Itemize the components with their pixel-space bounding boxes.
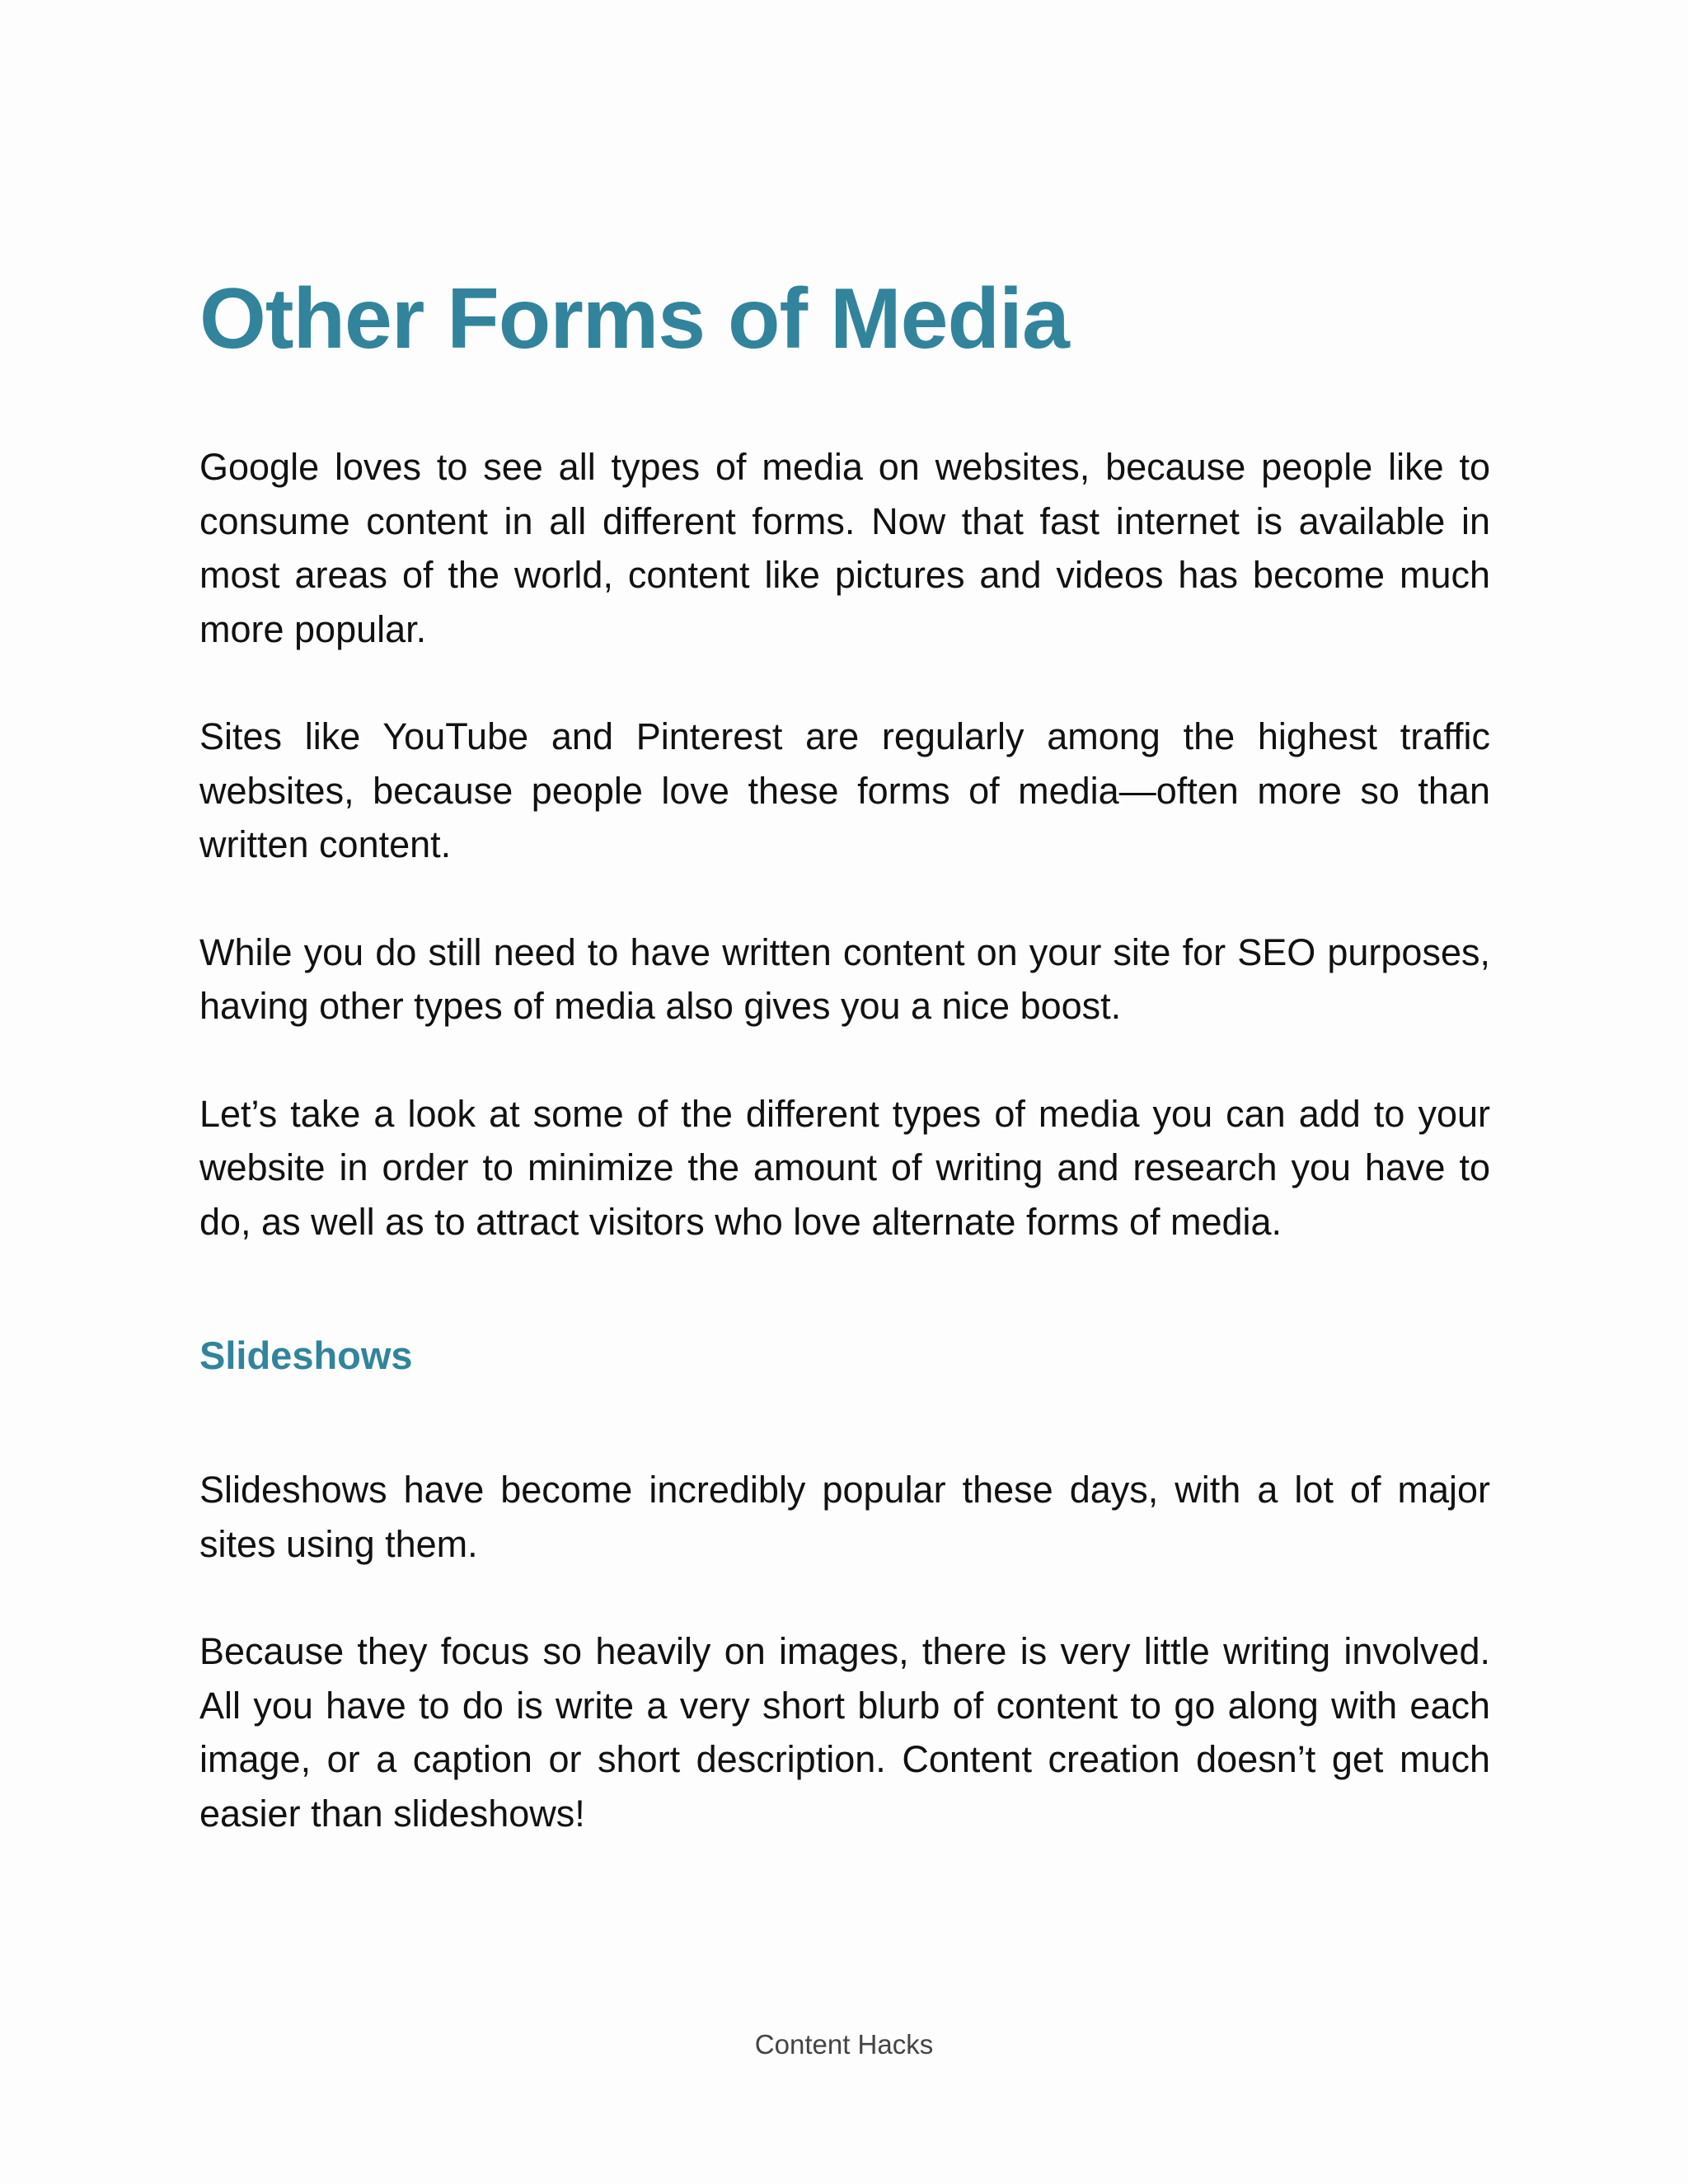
section-heading-slideshows: Slideshows: [199, 1333, 413, 1378]
intro-paragraph-4: Let’s take a look at some of the different types of media you can add to your website in order to minimize the amount of writing and research you have to do, as well as to attract visitors who love alternate forms of media.: [199, 1092, 1490, 1243]
intro-paragraph-3: While you do still need to have written content on your site for SEO purposes, having other types of media also gives you a nice boost.: [199, 930, 1490, 1028]
page-footer: Content Hacks: [754, 2029, 934, 2060]
intro-paragraph-2: Sites like YouTube and Pinterest are regularly among the highest traffic websites, because people love these forms of media—often more so than written content.: [199, 715, 1490, 866]
section-paragraph-2: Because they focus so heavily on images, there is very little writing involved. All you have to do is write a very short blurb of content to go along with each image, or a caption or short description. Content creation doesn’t get much easier than slideshows!: [199, 1630, 1490, 1835]
section-paragraph-1: Slideshows have become incredibly popular these days, with a lot of major sites using them.: [199, 1469, 1490, 1565]
intro-paragraph-1: Google loves to see all types of media on websites, because people like to consume content in all different forms. Now that fast internet is available in most areas of the world, content like pictures and videos has become much more popular.: [199, 446, 1490, 650]
page-content: [199, 272, 1490, 1840]
page-title: Other Forms of Media: [199, 271, 1069, 367]
